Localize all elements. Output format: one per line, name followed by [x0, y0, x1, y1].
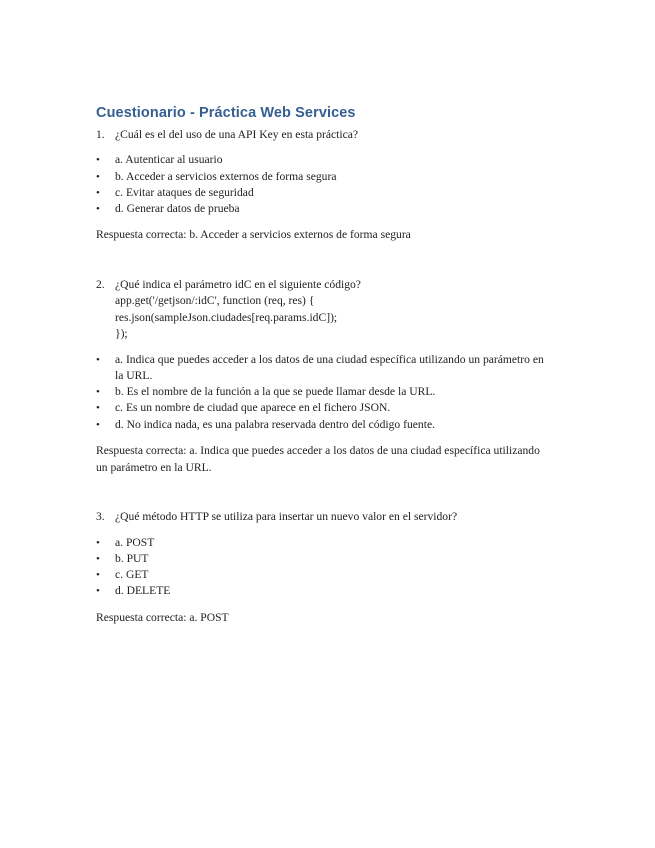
- question-block-1: [96, 127, 546, 244]
- question-block-3: [96, 509, 546, 626]
- question-1: [96, 127, 546, 143]
- option-item: [96, 400, 546, 416]
- question-text: ¿Cuál es el del uso de una API Key en esta práctica?: [115, 128, 359, 141]
- option-text: a. Autenticar al usuario: [115, 153, 223, 167]
- question-number: 2.: [96, 278, 105, 292]
- options-list: [96, 152, 546, 217]
- option-text: d. No indica nada, es una palabra reservada dentro del código fuente.: [115, 417, 435, 431]
- document-title: Cuestionario - Práctica Web Services: [96, 105, 356, 121]
- answer-text: Respuesta correcta: b. Acceder a servicios externos de forma segura: [96, 228, 411, 242]
- option-item: [96, 152, 546, 168]
- bullet-icon: •: [96, 552, 100, 565]
- question-number: 3.: [96, 510, 105, 524]
- options-list: [96, 352, 546, 433]
- document-content: [96, 103, 546, 626]
- code-line: app.get('/getjson/:idC', function (req, res) {: [115, 294, 315, 308]
- option-text: d. Generar datos de prueba: [115, 202, 240, 216]
- answer-text: Respuesta correcta: a. Indica que puedes acceder a los datos de una ciudad específica utilizando un parámetro en la URL.: [96, 444, 540, 474]
- bullet-icon: •: [96, 353, 100, 366]
- bullet-icon: •: [96, 418, 100, 431]
- option-text: c. Evitar ataques de seguridad: [115, 185, 254, 199]
- spacer: [96, 244, 546, 277]
- options-list: [96, 535, 546, 600]
- question-number: 1.: [96, 128, 105, 141]
- option-item: [96, 169, 546, 185]
- option-item: [96, 384, 546, 400]
- bullet-icon: •: [96, 170, 100, 183]
- option-item: [96, 352, 546, 385]
- option-text: a. Indica que puedes acceder a los datos de una ciudad específica utilizando un parámetro en la URL.: [115, 352, 544, 382]
- option-item: [96, 567, 546, 583]
- option-text: c. Es un nombre de ciudad que aparece en el fichero JSON.: [115, 401, 391, 415]
- bullet-icon: •: [96, 536, 100, 549]
- bullet-icon: •: [96, 186, 100, 199]
- question-3: [96, 509, 546, 525]
- question-text: ¿Qué método HTTP se utiliza para insertar un nuevo valor en el servidor?: [115, 510, 458, 524]
- option-text: c. GET: [115, 568, 149, 582]
- option-item: [96, 583, 546, 599]
- spacer: [96, 476, 546, 509]
- bullet-icon: •: [96, 585, 100, 598]
- code-line: res.json(sampleJson.ciudades[req.params.idC]);: [115, 310, 338, 324]
- question-text: ¿Qué indica el parámetro idC en el siguiente código?: [115, 278, 361, 292]
- bullet-icon: •: [96, 154, 100, 167]
- option-text: b. Es el nombre de la función a la que se puede llamar desde la URL.: [115, 385, 436, 399]
- option-item: [96, 551, 546, 567]
- bullet-icon: •: [96, 386, 100, 399]
- bullet-icon: •: [96, 402, 100, 415]
- bullet-icon: •: [96, 569, 100, 582]
- option-text: d. DELETE: [115, 584, 171, 598]
- option-item: [96, 201, 546, 217]
- option-text: a. POST: [115, 535, 155, 549]
- option-text: b. PUT: [115, 551, 149, 565]
- option-item: [96, 185, 546, 201]
- option-item: [96, 535, 546, 551]
- question-2: [96, 277, 546, 293]
- bullet-icon: •: [96, 203, 100, 216]
- answer-text: Respuesta correcta: a. POST: [96, 610, 229, 624]
- option-text: b. Acceder a servicios externos de forma segura: [115, 169, 337, 183]
- code-line: });: [115, 327, 128, 341]
- option-item: [96, 417, 546, 433]
- question-block-2: [96, 277, 546, 476]
